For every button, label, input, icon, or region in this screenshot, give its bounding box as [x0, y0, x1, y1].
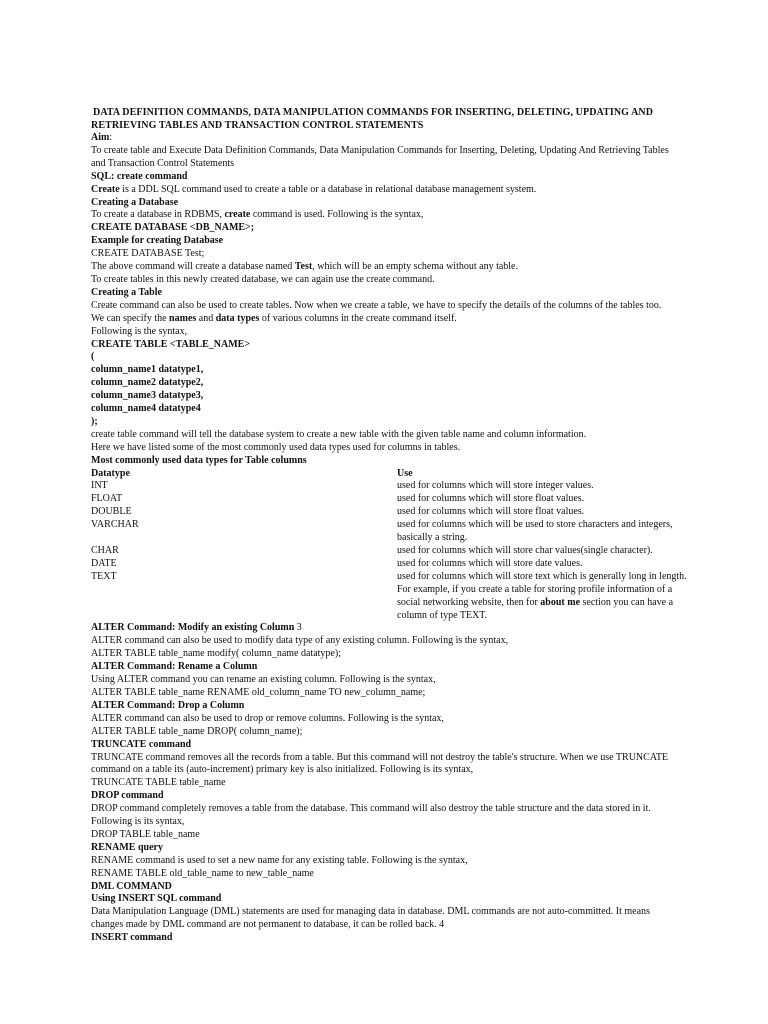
create-db-paragraph	[91, 209, 696, 222]
alter-modify-paragraph: ALTER command can also be used to modify data type of any existing column. Following is the syntax,	[91, 635, 509, 647]
aim-label: Aim	[91, 132, 110, 143]
drop-heading: DROP command	[91, 790, 164, 802]
truncate-heading: TRUNCATE command	[91, 738, 192, 750]
create-table-syntax-6: );	[91, 415, 98, 427]
truncate-paragraph-1: TRUNCATE command removes all the records from a table. But this command will not destroy the table's structure. When we use TRUNCATE	[91, 751, 669, 763]
create-table-syntax-2: column_name1 datatype1,	[91, 364, 204, 376]
rename-paragraph: RENAME command is used to set a new name for any existing table. Following is the syntax,	[91, 854, 468, 866]
alter-drop-syntax: ALTER TABLE table_name DROP( column_name);	[91, 725, 303, 737]
alter-rename-syntax: ALTER TABLE table_name RENAME old_column_name TO new_column_name;	[91, 686, 426, 698]
truncate-paragraph-2: command on a table its (auto-increment) primary key is also initialized. Following is its syntax,	[91, 764, 474, 776]
create-table-paragraph-1: Create command can also be used to create tables. Now when we create a table, we have to specify the details of the columns of the tables too.	[91, 299, 662, 311]
drop-paragraph-1: DROP command completely removes a table from the database. This command will also destroy the table structure and the data stored in it.	[91, 803, 651, 815]
create-table-syntax-4: column_name3 datatype3,	[91, 390, 204, 402]
create-table-paragraph-5: Here we have listed some of the most commonly used data types used for columns in tables.	[91, 441, 461, 453]
datatype-cell: TEXT	[91, 570, 117, 582]
create-db-example: CREATE DATABASE Test;	[91, 248, 205, 260]
title-line-1: DATA DEFINITION COMMANDS, DATA MANIPULATION COMMANDS FOR INSERTING, DELETING, UPDATING AND	[93, 107, 654, 118]
create-table-paragraph-3: Following is the syntax,	[91, 325, 188, 337]
datatype-use-cell: used for columns which will be used to store characters and integers, basically a string.	[397, 519, 673, 544]
ct-p2-c: and	[196, 312, 216, 324]
datatype-use-cell: used for columns which will store integer values.	[397, 480, 594, 492]
dml-paragraph-2: changes made by DML command are not permanent to database, it can be rolled back. 4	[91, 919, 445, 931]
document-title	[91, 106, 696, 132]
document-content	[91, 106, 696, 945]
alter-modify-heading: ALTER Command: Modify an existing Column	[91, 622, 295, 634]
create-db-p2-a: The above command will create a database named	[91, 261, 295, 273]
alter-drop-paragraph: ALTER command can also be used to drop or remove columns. Following is the syntax,	[91, 712, 444, 724]
create-table-syntax-3: column_name2 datatype2,	[91, 377, 204, 389]
datatype-use-cell	[397, 571, 696, 623]
datatype-use-cell: used for columns which will store float values.	[397, 506, 585, 518]
datatype-use-cell: used for columns which will store float values.	[397, 493, 585, 505]
title-line-2: RETRIEVING TABLES AND TRANSACTION CONTROL STATEMENTS	[91, 120, 424, 131]
datatype-use-cell: used for columns which will store char values(single character).	[397, 545, 653, 556]
dml-paragraph-1: Data Manipulation Language (DML) statements are used for managing data in database. DML commands are not auto-committed. It means	[91, 906, 650, 918]
rename-syntax: RENAME TABLE old_table_name to new_table_name	[91, 867, 314, 879]
aim-label-line	[91, 132, 696, 145]
text-use-a: used for columns which will store text which is generally long in length. For example, if you create a table for storing profile information of a social networking website, then for	[397, 570, 687, 608]
create-db-paragraph-2	[91, 261, 696, 274]
alter-rename-heading: ALTER Command: Rename a Column	[91, 661, 258, 673]
text-use-b: section you can have a column of type TEXT.	[397, 596, 674, 621]
dml-heading: DML COMMAND	[91, 880, 172, 892]
ct-p2-a: We can specify the	[91, 312, 170, 324]
drop-syntax: DROP TABLE table_name	[91, 828, 200, 840]
sql-create-text: is a DDL SQL command used to create a table or a database in relational database management system.	[119, 183, 537, 195]
datatypes-col-header-type: Datatype	[91, 467, 130, 479]
drop-paragraph-2: Following is its syntax,	[91, 816, 185, 828]
create-db-heading: Creating a Database	[91, 196, 179, 208]
create-table-syntax-1: (	[91, 351, 95, 363]
datatype-cell: DOUBLE	[91, 506, 132, 518]
aim-text-2: and Transaction Control Statements	[91, 157, 235, 169]
create-db-paragraph-3: To create tables in this newly created database, we can again use the create command.	[91, 273, 435, 285]
datatypes-heading: Most commonly used data types for Table columns	[91, 454, 307, 466]
ct-datatypes-keyword: data types	[215, 312, 260, 324]
datatypes-col-header-use: Use	[397, 467, 413, 479]
alter-modify-heading-line	[91, 622, 696, 635]
insert-heading: INSERT command	[91, 932, 173, 944]
alter-rename-paragraph: Using ALTER command you can rename an existing column. Following is the syntax,	[91, 674, 436, 686]
create-db-p2-b: , which will be an empty schema without any table.	[312, 261, 518, 273]
create-db-text-a: To create a database in RDBMS,	[91, 209, 225, 221]
create-db-example-heading: Example for creating Database	[91, 235, 224, 247]
db-name-test: Test	[294, 261, 313, 273]
datatypes-table	[91, 468, 696, 623]
aim-text-1: To create table and Execute Data Definition Commands, Data Manipulation Commands for Inserting, Deleting, Updating And Retrieving Tables	[91, 144, 669, 156]
dml-subheading: Using INSERT SQL command	[91, 893, 222, 905]
create-table-paragraph-4: create table command will tell the database system to create a new table with the given table name and column information.	[91, 428, 587, 440]
alter-modify-syntax: ALTER TABLE table_name modify( column_name datatype);	[91, 648, 341, 660]
about-me-keyword: about me	[540, 596, 581, 608]
create-db-syntax: CREATE DATABASE <DB_NAME>;	[91, 222, 255, 234]
datatype-cell: DATE	[91, 557, 117, 569]
rename-heading: RENAME query	[91, 841, 163, 853]
ct-names-keyword: names	[169, 312, 197, 324]
aim-colon: :	[109, 132, 113, 143]
alter-drop-heading: ALTER Command: Drop a Column	[91, 699, 245, 711]
datatype-cell: FLOAT	[91, 493, 123, 505]
create-db-keyword: create	[224, 209, 251, 221]
datatype-cell: VARCHAR	[91, 519, 139, 531]
sql-create-heading: SQL: create command	[91, 170, 188, 182]
datatype-cell: INT	[91, 480, 108, 492]
create-keyword: Create	[91, 183, 120, 195]
create-table-syntax-5: column_name4 datatype4	[91, 403, 201, 415]
datatype-use-cell: used for columns which will store date values.	[397, 557, 583, 569]
sql-create-paragraph	[91, 184, 696, 197]
truncate-syntax: TRUNCATE TABLE table_name	[91, 777, 226, 789]
create-table-heading: Creating a Table	[91, 286, 162, 298]
ct-p2-d: of various columns in the create command itself.	[259, 312, 457, 324]
datatype-cell: CHAR	[91, 545, 119, 556]
page-marker-3: 3	[296, 622, 302, 634]
create-db-text-b: command is used. Following is the syntax,	[250, 209, 424, 221]
create-table-paragraph-2	[91, 313, 696, 326]
create-table-syntax-0: CREATE TABLE <TABLE_NAME>	[91, 338, 251, 350]
